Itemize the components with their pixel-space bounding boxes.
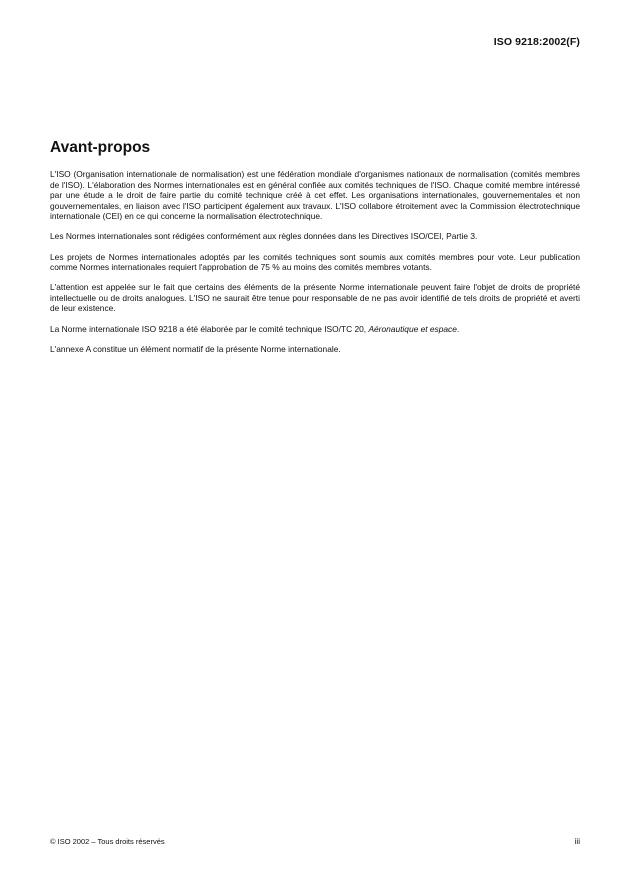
paragraph-patent-rights: L'attention est appelée sur le fait que certains des éléments de la présente Norme internationale peuvent faire l'objet de droits de propriété intellectuelle ou de droits analogues. L'ISO ne saurait être tenue pour responsable de ne pas avoir identifié de tels droits de propriété et averti de leur existence.: [50, 282, 580, 314]
paragraph-voting: Les projets de Normes internationales adoptés par les comités techniques sont soumis aux comités membres pour vote. Leur publication comme Normes internationales requiert l'approbation de 75 % au moins des comités membres votants.: [50, 251, 580, 273]
paragraph-iso-intro: L'ISO (Organisation internationale de normalisation) est une fédération mondiale d'organismes nationaux de normalisation (comités membres de l'ISO). L'élaboration des Normes internationales est en général confiée aux comités techniques de l'ISO. Chaque comité membre intéressé par une étude a le droit de faire partie du comité technique créé à cet effet. Les organisations internationales, gouvernementales et non gouvernementales, en liaison avec l'ISO participent également aux travaux. L'ISO collabore étroitement avec la Commission électrotechnique internationale (CEI) en ce qui concerne la normalisation électrotechnique.: [50, 169, 580, 222]
document-reference: ISO 9218:2002(F): [493, 36, 580, 48]
committee-text: La Norme internationale ISO 9218 a été élaborée par le comité technique ISO/TC 20,: [50, 323, 369, 334]
main-content: [50, 139, 580, 364]
paragraph-committee: [50, 324, 580, 335]
paragraph-directives: Les Normes internationales sont rédigées conformément aux règles données dans les Directives ISO/CEI, Partie 3.: [50, 231, 478, 242]
section-title: Avant-propos: [50, 139, 151, 156]
page-number: iii: [574, 837, 580, 846]
footer-copyright: © ISO 2002 – Tous droits réservés: [50, 837, 165, 846]
committee-end: .: [456, 323, 460, 334]
committee-name: Aéronautique et espace: [368, 323, 457, 334]
paragraph-annex: L'annexe A constitue un élément normatif de la présente Norme internationale.: [50, 343, 341, 354]
